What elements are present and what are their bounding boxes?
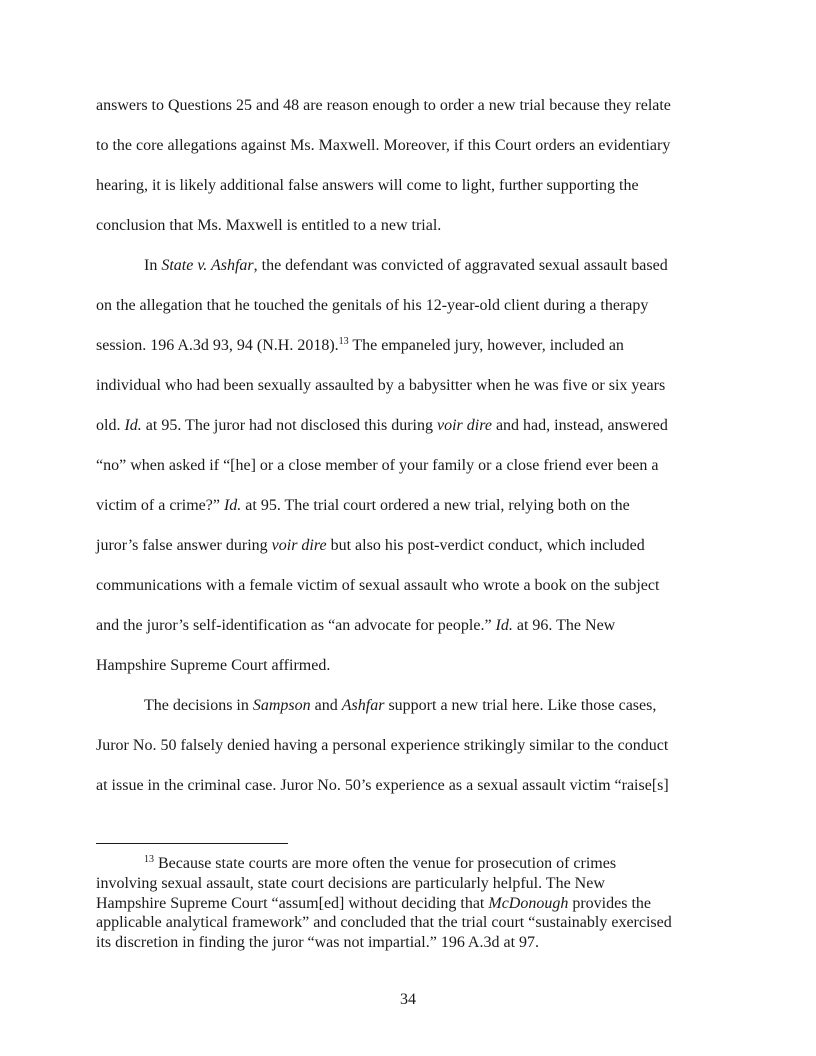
- footnote-line: applicable analytical framework” and concluded that the trial court “sustainably exercised: [96, 914, 672, 931]
- body-line: Juror No. 50 falsely denied having a personal experience strikingly similar to the conduct: [96, 737, 669, 754]
- body-line: on the allegation that he touched the genitals of his 12-year-old client during a therapy: [96, 297, 649, 314]
- body-line: to the core allegations against Ms. Maxwell. Moreover, if this Court orders an evidentiary: [96, 137, 671, 154]
- footnote-line: involving sexual assault, state court decisions are particularly helpful. The New: [96, 875, 605, 892]
- body-line: individual who had been sexually assaulted by a babysitter when he was five or six years: [96, 377, 666, 394]
- footnote-ref: 13: [338, 336, 349, 347]
- body-line: victim of a crime?” Id. at 95. The trial court ordered a new trial, relying both on the: [96, 497, 630, 514]
- body-line: hearing, it is likely additional false answers will come to light, further supporting the: [96, 177, 639, 194]
- page-number: 34: [400, 991, 416, 1008]
- body-line: “no” when asked if “[he] or a close member of your family or a close friend ever been a: [96, 457, 659, 474]
- body-line: The decisions in Sampson and Ashfar support a new trial here. Like those cases,: [144, 697, 657, 714]
- footnote-line: Hampshire Supreme Court “assum[ed] without deciding that McDonough provides the: [96, 895, 651, 912]
- footnote-separator: [96, 843, 288, 844]
- body-line: and the juror’s self-identification as “an advocate for people.” Id. at 96. The New: [96, 617, 616, 634]
- body-line: conclusion that Ms. Maxwell is entitled to a new trial.: [96, 217, 442, 234]
- body-line: old. Id. at 95. The juror had not disclosed this during voir dire and had, instead, answered: [96, 417, 668, 434]
- body-line: session. 196 A.3d 93, 94 (N.H. 2018).$^{13}$ The empaneled jury, however, included an: [96, 336, 624, 354]
- body-line: answers to Questions 25 and 48 are reason enough to order a new trial because they relate: [96, 97, 671, 114]
- body-line: Hampshire Supreme Court affirmed.: [96, 657, 331, 674]
- footnote-line: $^{13}$ Because state courts are more often the venue for prosecution of crimes: [144, 854, 617, 872]
- footnote-number: 13: [144, 854, 154, 865]
- body-line: communications with a female victim of sexual assault who wrote a book on the subject: [96, 577, 660, 594]
- footnote-line: its discretion in finding the juror “was not impartial.” 196 A.3d at 97.: [96, 934, 540, 951]
- body-line: In State v. Ashfar, the defendant was convicted of aggravated sexual assault based: [144, 257, 668, 274]
- body-line: juror’s false answer during voir dire but also his post-verdict conduct, which included: [96, 537, 645, 554]
- body-line: at issue in the criminal case. Juror No. 50’s experience as a sexual assault victim “raise[s]: [96, 777, 669, 794]
- case-name: State v. Ashfar: [161, 257, 254, 274]
